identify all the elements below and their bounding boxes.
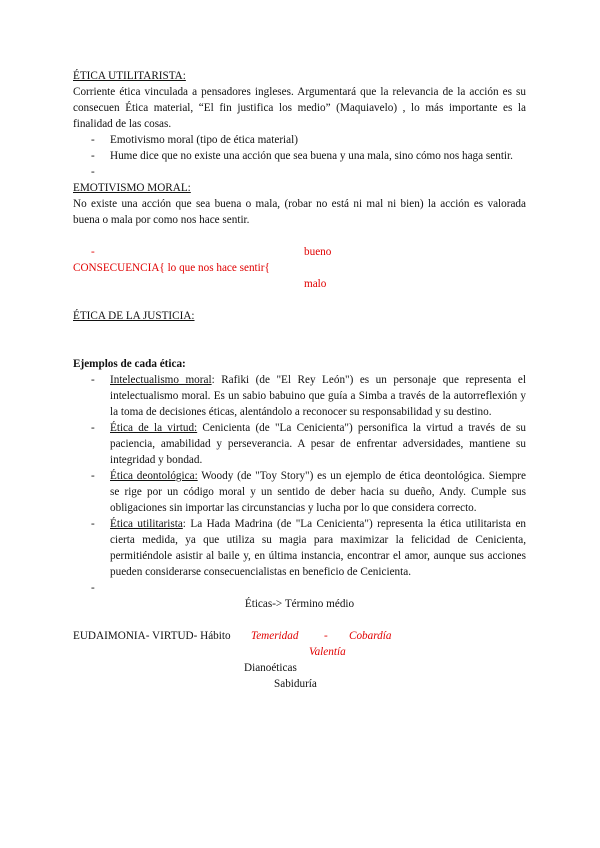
list-item: - Ética deontológica: Woody (de "Toy Story") es un ejemplo de ética deontológica. Siempre se rige por un código moral y un sentido de deber hacia su dueño, Andy. Cumple sus obligaciones sin importar las circunstancias y lucha por lo que considera correcto.: [91, 470, 526, 514]
example-text: : Rafiki (de "El Rey León") es un personaje que representa el intelectualismo moral. Es un sabio babuino que guía a Simba a través de la autorreflexión y la toma de decisiones éticas, alentándolo a reconocer su responsabilidad y su destino.: [110, 374, 526, 418]
example-text: Cenicienta (de "La Cenicienta") personifica la virtud a través de su paciencia, amabilidad y perseverancia. A pesar de enfrentar adversidades, mantiene su integridad y bondad.: [110, 422, 527, 466]
example-label: Ética de la virtud:: [110, 422, 198, 434]
examples-heading: Ejemplos de cada ética:: [73, 358, 186, 370]
emotivism-paragraph: No existe una acción que sea buena o mala, (robar no está ni mal ni bien) la acción es valorada buena o mala por como nos hace sentir.: [73, 198, 526, 226]
virtue-dash: -: [324, 630, 328, 642]
list-item: - Hume dice que no existe una acción que sea buena y una mala, sino cómo nos haga sentir.: [91, 150, 513, 162]
dianoeticas-label: Dianoéticas: [244, 662, 297, 674]
utilitarian-paragraph: Corriente ética vinculada a pensadores ingleses. Argumentará que la relevancia de la acción es su consecuen Ética material, “El fin justifica los medio” (Maquiavelo) , lo más importante es la finalidad de las cosas.: [73, 86, 526, 130]
justice-heading: ÉTICA DE LA JUSTICIA:: [73, 310, 195, 322]
golden-mean-line: Éticas-> Término médio: [244, 598, 355, 610]
example-label: Ética utilitarista: [110, 518, 183, 530]
consequence-block: [73, 228, 526, 292]
list-item: - Ética de la virtud: Cenicienta (de "La Cenicienta") personifica la virtud a través de su paciencia, amabilidad y perseverancia. A pesar de enfrentar adversidades, mantiene su integridad y bondad.: [91, 422, 527, 466]
consequence-bad: malo: [304, 278, 327, 290]
examples-list: - Intelectualismo moral: Rafiki (de "El Rey León") es un personaje que representa el intelectualismo moral. Es un sabio babuino que guía a Simba a través de la autorreflexión y la toma de decisiones éticas, alentándolo a reconocer su responsabilidad y su destino. - Ética de la virtud: Cenicienta (de "La Cenicienta") personifica la virtud a través de su paciencia, amabilidad y perseverancia. A pesar de enfrentar adversidades, mantiene su integridad y bondad. - Ética deontológica: Woody (de "Toy Story") es un ejemplo de ética deontológica. Siempre se rige por un código moral y un sentido de deber hacia su dueño, Andy. Cumple sus obligaciones sin importar las circunstancias y lucha por lo que considera correcto. - Ética utilitarista: La Hada Madrina (de "La Cenicienta") representa la ética utilitarista en cierta medida, ya que utiliza su magia para maximizar la felicidad de Cenicienta, permitiéndole asistir al baile y, en última instancia, encontrar el amor, aunque sus acciones pueden considerarse consecuencialistas en beneficio de Cenicienta. -: [73, 372, 526, 580]
dash-bullet: -: [91, 134, 95, 146]
eudaimonia-label: EUDAIMONIA- VIRTUD- Hábito: [73, 630, 231, 642]
example-label: Ética deontológica:: [110, 470, 198, 482]
temeridad-label: Temeridad: [251, 630, 299, 642]
valentia-label: Valentía: [309, 646, 346, 658]
utilitarian-list: [73, 132, 526, 178]
consequence-good: bueno: [304, 246, 332, 258]
example-label: Intelectualismo moral: [110, 374, 212, 386]
dash-bullet: -: [91, 166, 95, 178]
virtue-block: [73, 628, 526, 692]
consequence-dash: -: [91, 246, 95, 258]
document-page: [73, 68, 526, 692]
utilitarian-heading: ÉTICA UTILITARISTA:: [73, 70, 186, 82]
list-item: - Emotivismo moral (tipo de ética material): [91, 134, 298, 146]
cobardia-label: Cobardía: [349, 630, 392, 642]
list-item: - Ética utilitarista: La Hada Madrina (de "La Cenicienta") representa la ética utilitarista en cierta medida, ya que utiliza su magia para maximizar la felicidad de Cenicienta, permitiéndole asistir al baile y, en última instancia, encontrar el amor, aunque sus acciones pueden considerarse consecuencialistas en beneficio de Cenicienta.: [91, 518, 527, 578]
emotivism-heading: EMOTIVISMO MORAL:: [73, 182, 191, 194]
list-item: - Intelectualismo moral: Rafiki (de "El Rey León") es un personaje que representa el intelectualismo moral. Es un sabio babuino que guía a Simba a través de la autorreflexión y la toma de decisiones éticas, alentándolo a reconocer su responsabilidad y su destino.: [91, 374, 526, 418]
example-text: : La Hada Madrina (de "La Cenicienta") representa la ética utilitarista en cierta medida, ya que utiliza su magia para maximizar la felicidad de Cenicienta, permitiéndole asistir al baile y, en última instancia, encontrar el amor, aunque sus acciones pueden considerarse consecuencialistas en beneficio de Cenicienta.: [110, 518, 527, 578]
consequence-label: CONSECUENCIA{ lo que nos hace sentir{: [73, 262, 270, 274]
dash-bullet: -: [91, 150, 95, 162]
sabiduria-label: Sabiduría: [274, 678, 317, 690]
example-text: Woody (de "Toy Story") es un ejemplo de ética deontológica. Siempre se rige por un código moral y un sentido de deber hacia su dueño, Andy. Cumple sus obligaciones sin importar las circunstancias y lucha por lo que considera correcto.: [110, 470, 526, 514]
